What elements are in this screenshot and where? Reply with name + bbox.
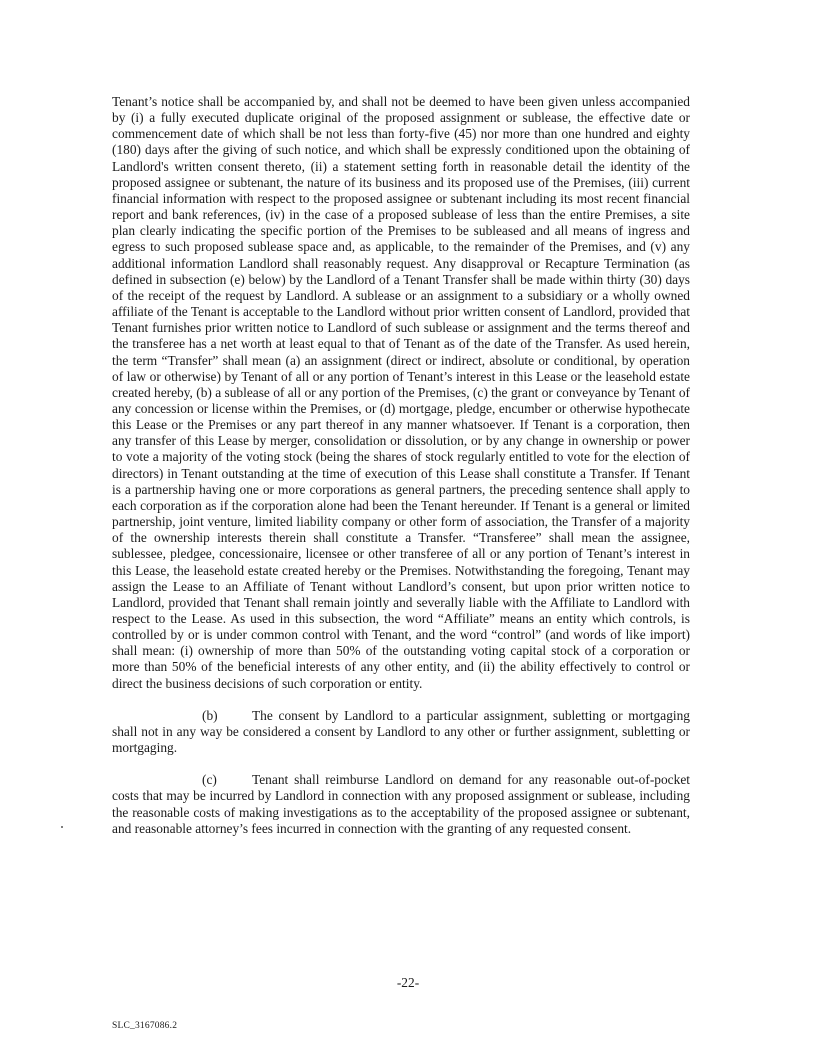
paragraph-c-text: Tenant shall reimburse Landlord on demand for any reasonable out-of-pocket costs that may be incurred by Landlord in connection with any proposed assignment or sublease, including the reasonable costs of making investigations as to the acceptability of the proposed assignee or subtenant, and reasonable attorney’s fees incurred in connection with the granting of any requested consent.: [112, 772, 690, 836]
paragraph-c-label: (c): [202, 772, 217, 788]
page-number: -22-: [396, 975, 420, 990]
paragraph-c: [112, 772, 690, 837]
paragraph-tenant-notice: Tenant’s notice shall be accompanied by, and shall not be deemed to have been given unless accompanied by (i) a fully executed duplicate original of the proposed assignment or sublease, the effective date or commencement date of which shall be not less than forty-five (45) nor more than one hundred and eighty (180) days after the giving of such notice, and which shall be expressly conditioned upon the obtaining of Landlord's written consent thereto, (ii) a statement setting forth in reasonable detail the identity of the proposed assignee or subtenant, the nature of its business and its proposed use of the Premises, (iii) current financial information with respect to the proposed assignee or subtenant including its most recent financial report and bank references, (iv) in the case of a proposed sublease of less than the entire Premises, a site plan clearly indicating the specific portion of the Premises to be subleased and all means of ingress and egress to such proposed sublease space and, as applicable, to the remainder of the Premises, and (v) any additional information Landlord shall reasonably request. Any disapproval or Recapture Termination (as defined in subsection (e) below) by the Landlord of a Tenant Transfer shall be made within thirty (30) days of the receipt of the request by Landlord. A sublease or an assignment to a subsidiary or a wholly owned affiliate of the Tenant is acceptable to the Landlord without prior written consent of Landlord, provided that Tenant furnishes prior written notice to Landlord of such sublease or assignment and the terms thereof and the transferee has a net worth at least equal to that of Tenant as of the date of the Transfer. As used herein, the term “Transfer” shall mean (a) an assignment (direct or indirect, absolute or conditional, by operation of law or otherwise) by Tenant of all or any portion of Tenant’s interest in this Lease or the leasehold estate created hereby, (b) a sublease of all or any portion of the Premises, (c) the grant or conveyance by Tenant of any concession or license within the Premises, or (d) mortgage, pledge, encumber or otherwise hypothecate this Lease or the Premises or any part thereof in any manner whatsoever. If Tenant is a corporation, then any transfer of this Lease by merger, consolidation or dissolution, or by any change in ownership or power to vote a majority of the voting stock (being the shares of stock regularly entitled to vote for the election of directors) in Tenant outstanding at the time of execution of this Lease shall constitute a Transfer. If Tenant is a partnership having one or more corporations as general partners, the preceding sentence shall apply to each corporation as if the corporation alone had been the Tenant hereunder. If Tenant is a general or limited partnership, joint venture, limited liability company or other form of association, the Transfer of a majority of the ownership interests therein shall constitute a Transfer. “Transferee” shall mean the assignee, sublessee, pledgee, concessionaire, licensee or other transferee of all or any portion of Tenant’s interest in this Lease, the leasehold estate created hereby or the Premises. Notwithstanding the foregoing, Tenant may assign the Lease to an Affiliate of Tenant without Landlord’s consent, but upon prior written notice to Landlord, provided that Tenant shall remain jointly and severally liable with the Affiliate to Landlord with respect to the Lease. As used in this subsection, the word “Affiliate” means an entity which controls, is controlled by or is under common control with Tenant, and the word “control” (and words of like import) shall mean: (i) ownership of more than 50% of the outstanding voting capital stock of a corporation or more than 50% of the beneficial interests of any other entity, and (ii) the ability effectively to control or direct the business decisions of such corporation or entity.: [112, 94, 690, 691]
document-id: SLC_3167086.2: [112, 1021, 178, 1031]
document-body: [112, 94, 690, 837]
margin-speck: [61, 826, 63, 828]
paragraph-b-text: The consent by Landlord to a particular assignment, subletting or mortgaging shall not in any way be considered a consent by Landlord to any other or further assignment, subletting or mortgaging.: [112, 707, 690, 756]
paragraph-b: [112, 708, 690, 756]
paragraph-b-label: (b): [202, 707, 218, 723]
